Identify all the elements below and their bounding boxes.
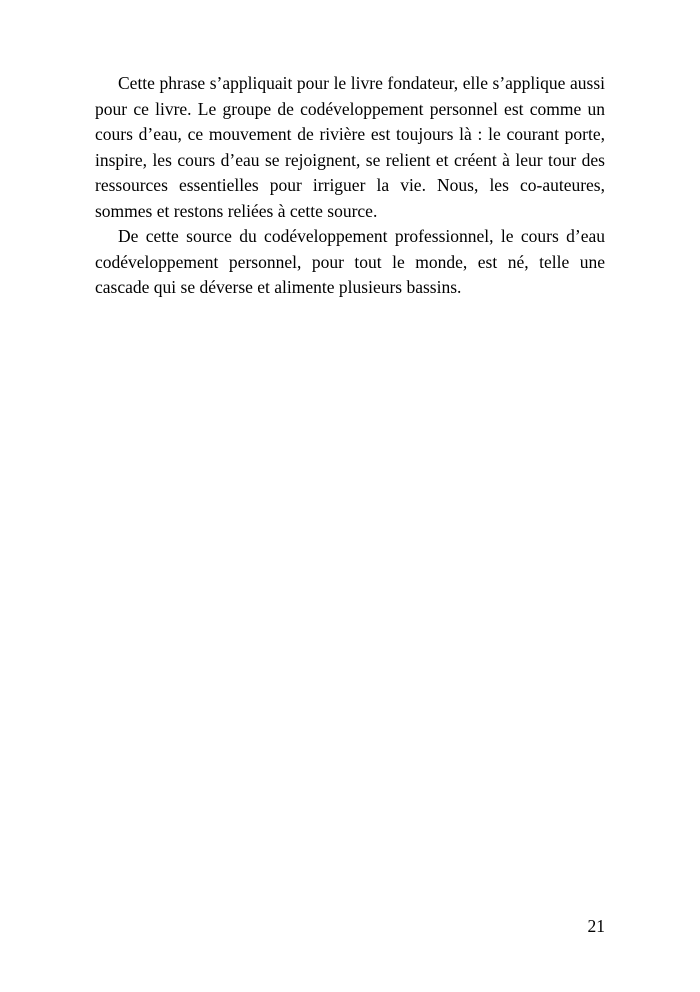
body-text [95, 71, 605, 301]
page-number: 21 [587, 916, 605, 936]
paragraph-1: Cette phrase s’appliquait pour le livre fondateur, elle s’applique aussi pour ce livre. Le groupe de codéveloppement personnel est comme un cours d’eau, ce mouvement de rivière est toujours là : le courant porte, inspire, les cours d’eau se rejoignent, se relient et créent à leur tour des ressources essentielles pour irriguer la vie. Nous, les co-auteures, sommes et restons reliées à cette source. [95, 73, 605, 221]
paragraph-2: De cette source du codéveloppement professionnel, le cours d’eau codéveloppement personnel, pour tout le monde, est né, telle une cascade qui se déverse et alimente plusieurs bassins. [95, 226, 605, 297]
